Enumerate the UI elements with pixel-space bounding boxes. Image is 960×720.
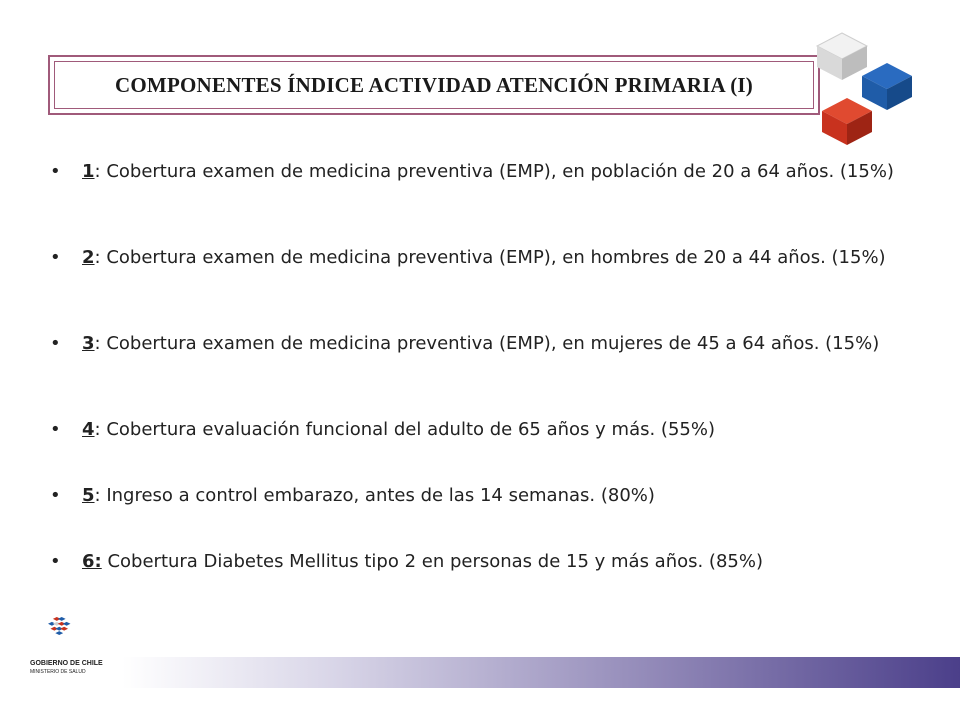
item-number: 2: [82, 247, 95, 268]
item-number: 6:: [82, 551, 102, 572]
item-text: : Cobertura examen de medicina preventiva (EMP), en hombres de 20 a 44 años. (15%): [94, 247, 886, 268]
ministry-name: MINISTERIO DE SALUD: [30, 669, 86, 675]
list-item: [44, 418, 715, 442]
item-text: Cobertura Diabetes Mellitus tipo 2 en personas de 15 y más años. (85%): [101, 551, 763, 572]
item-text: : Ingreso a control embarazo, antes de las 14 semanas. (80%): [94, 485, 655, 506]
cubes-logo-icon: [812, 28, 922, 148]
footer-bar: [122, 657, 960, 688]
list-item: [44, 332, 879, 356]
list-item: [44, 246, 886, 270]
bullet-icon: •: [50, 333, 61, 354]
title-box: [48, 55, 820, 115]
item-number: 4: [82, 419, 95, 440]
government-logo-icon: [40, 615, 100, 659]
list-item: [44, 484, 655, 508]
list-item: [44, 160, 894, 184]
bullet-icon: •: [50, 161, 61, 182]
list-item: [44, 550, 763, 574]
item-text: : Cobertura examen de medicina preventiva (EMP), en población de 20 a 64 años. (15%): [94, 161, 894, 182]
page-title: COMPONENTES ÍNDICE ACTIVIDAD ATENCIÓN PRIMARIA (I): [115, 72, 753, 97]
bullet-icon: •: [50, 419, 61, 440]
item-number: 1: [82, 161, 95, 182]
item-number: 5: [82, 485, 95, 506]
item-text: : Cobertura examen de medicina preventiva (EMP), en mujeres de 45 a 64 años. (15%): [94, 333, 880, 354]
item-number: 3: [82, 333, 95, 354]
bullet-icon: •: [50, 551, 61, 572]
government-wordmark: [30, 660, 103, 676]
bullet-icon: •: [50, 247, 61, 268]
org-name: GOBIERNO DE CHILE: [30, 660, 103, 667]
bullet-icon: •: [50, 485, 61, 506]
item-text: : Cobertura evaluación funcional del adulto de 65 años y más. (55%): [94, 419, 715, 440]
